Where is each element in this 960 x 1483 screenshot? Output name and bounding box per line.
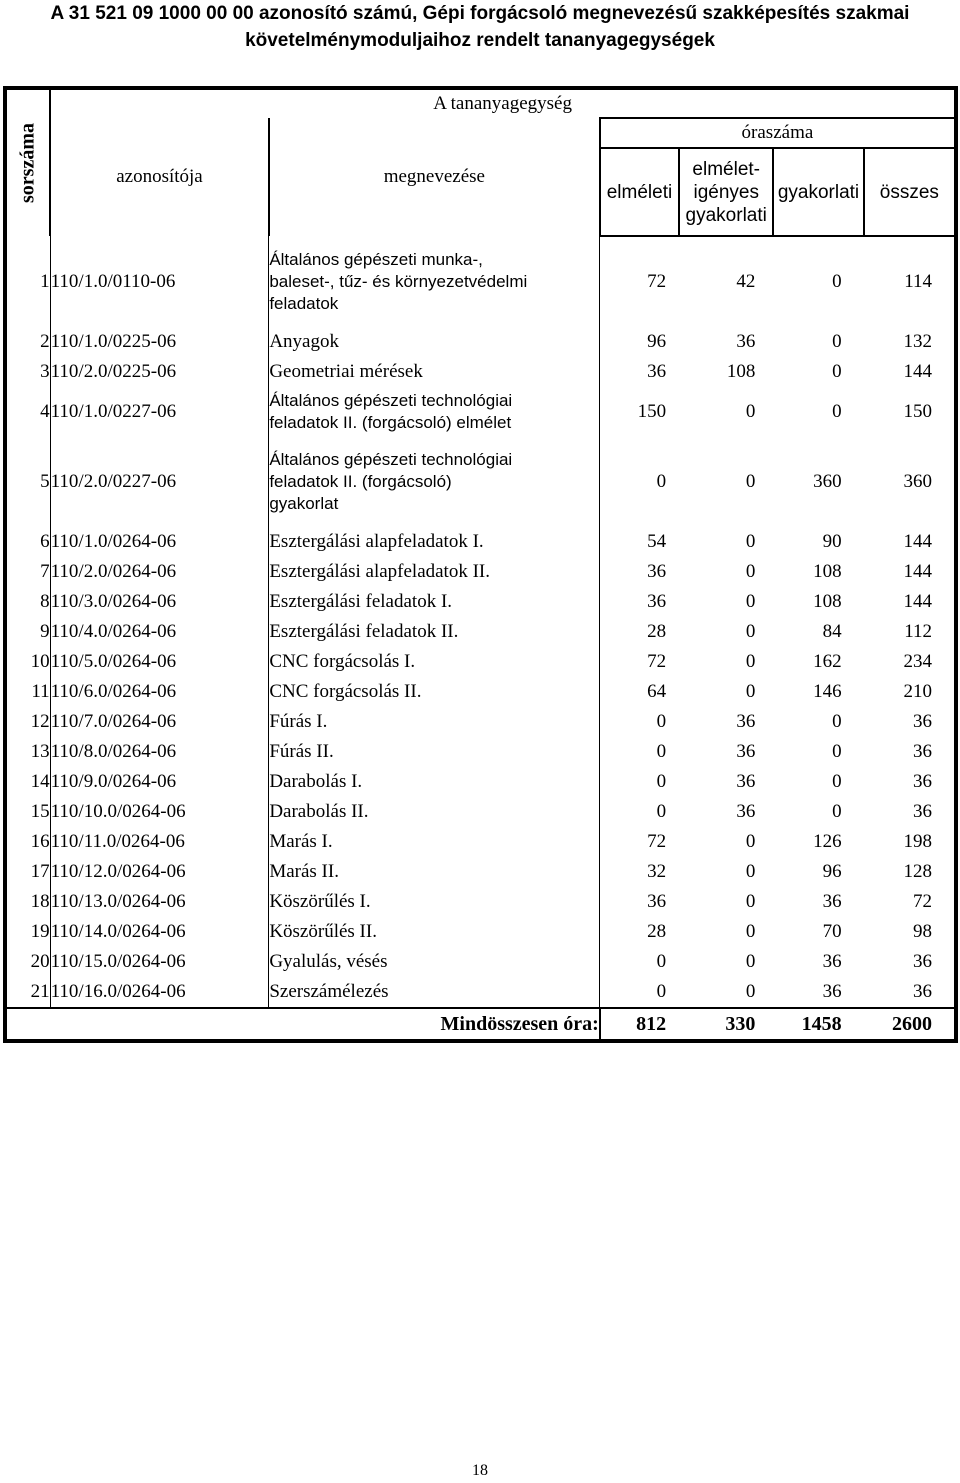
row-number: 7: [5, 557, 50, 587]
total-elmeletigenyes: 330: [679, 1008, 773, 1041]
table-row: [5, 617, 956, 647]
row-osszes: 210: [903, 681, 932, 702]
row-osszes: 128: [903, 861, 932, 882]
row-name: [269, 767, 600, 797]
row-name: [269, 437, 600, 527]
row-name-line: gyakorlat: [269, 494, 339, 513]
row-name: [269, 387, 600, 437]
row-gyakorlati: 36: [822, 891, 842, 912]
row-number: 18: [5, 887, 50, 917]
row-name-line: Geometriai mérések: [269, 361, 423, 382]
row-name-line: feladatok: [269, 293, 339, 313]
row-name-line: feladatok II. (forgácsoló): [269, 472, 452, 491]
table-row: [5, 557, 956, 587]
row-number: 3: [5, 357, 50, 387]
row-name: [269, 977, 600, 1008]
row-elmeletigenyes: 0: [745, 471, 756, 492]
row-elmeletigenyes: 0: [745, 531, 756, 552]
row-gyakorlati: 108: [813, 591, 842, 612]
table-row: [5, 707, 956, 737]
table-row: [5, 767, 956, 797]
header-megnevezese: megnevezése: [269, 118, 600, 236]
row-elmeleti: 0: [600, 767, 679, 797]
row-name: [269, 707, 600, 737]
row-elmeleti: 0: [600, 977, 679, 1008]
row-name-line: Darabolás II.: [269, 801, 369, 822]
row-elmeletigenyes: 0: [745, 621, 756, 642]
row-elmeleti: 36: [600, 357, 679, 387]
row-number: 14: [5, 767, 50, 797]
row-name-line: Esztergálási feladatok II.: [269, 621, 459, 642]
row-code: 110/4.0/0264-06: [50, 621, 177, 642]
row-name-line: Általános gépészeti technológiai: [269, 391, 513, 410]
row-code: 110/6.0/0264-06: [50, 681, 177, 702]
row-number: 9: [5, 617, 50, 647]
row-elmeleti: 64: [600, 677, 679, 707]
row-elmeletigenyes: 36: [736, 801, 756, 822]
row-osszes: 132: [903, 331, 932, 352]
row-name: [269, 557, 600, 587]
title-line-1: A 31 521 09 1000 00 00 azonosító számú, Gépi forgácsoló megnevezésű szakképesítés szakmai: [50, 3, 910, 24]
row-number: 11: [5, 677, 50, 707]
table-row: [5, 647, 956, 677]
row-name-line: Esztergálási alapfeladatok I.: [269, 531, 484, 552]
row-osszes: 98: [913, 921, 932, 942]
row-code: 110/2.0/0225-06: [50, 361, 177, 382]
row-gyakorlati: 70: [822, 921, 842, 942]
row-osszes: 114: [904, 271, 932, 292]
row-name-line: Általános gépészeti munka-,: [269, 249, 483, 269]
table-row: [5, 527, 956, 557]
row-gyakorlati: 36: [822, 981, 842, 1002]
row-gyakorlati: 84: [822, 621, 842, 642]
row-osszes: 72: [913, 891, 932, 912]
row-elmeletigenyes: 36: [736, 771, 756, 792]
row-elmeleti: 28: [600, 617, 679, 647]
row-name: [269, 797, 600, 827]
row-name-line: Marás II.: [269, 861, 339, 882]
row-osszes: 36: [913, 951, 932, 972]
row-gyakorlati: 90: [822, 531, 842, 552]
row-name: [269, 617, 600, 647]
row-osszes: 36: [913, 741, 932, 762]
row-gyakorlati: 0: [832, 711, 842, 732]
row-name: [269, 857, 600, 887]
row-number: 5: [5, 437, 50, 527]
row-name: [269, 827, 600, 857]
title-line-2: követelménymoduljaihoz rendelt tananyagegységek: [245, 30, 715, 51]
row-elmeletigenyes: 0: [745, 951, 756, 972]
row-number: 2: [5, 327, 50, 357]
row-osszes: 198: [903, 831, 932, 852]
row-name-line: Szerszámélezés: [269, 981, 389, 1002]
row-code: 110/12.0/0264-06: [50, 861, 186, 882]
row-gyakorlati: 0: [832, 771, 842, 792]
row-elmeletigenyes: 0: [745, 891, 756, 912]
row-number: 4: [5, 387, 50, 437]
row-name: [269, 527, 600, 557]
row-gyakorlati: 36: [822, 951, 842, 972]
row-elmeletigenyes: 0: [745, 831, 756, 852]
row-elmeletigenyes: 0: [745, 861, 756, 882]
table-row: [5, 357, 956, 387]
row-osszes: 144: [903, 561, 932, 582]
row-gyakorlati: 146: [813, 681, 842, 702]
row-code: 110/9.0/0264-06: [50, 771, 177, 792]
table-row: [5, 327, 956, 357]
row-elmeletigenyes: 0: [745, 921, 756, 942]
row-name-line: Anyagok: [269, 331, 339, 352]
header-gyakorlati: gyakorlati: [773, 148, 863, 236]
row-code: 110/13.0/0264-06: [50, 891, 186, 912]
row-gyakorlati: 0: [832, 361, 842, 382]
row-name: [269, 647, 600, 677]
row-osszes: 144: [903, 361, 932, 382]
header-sorszama-text: sorszáma: [16, 123, 39, 203]
row-name: [269, 236, 600, 327]
row-elmeleti: 36: [600, 557, 679, 587]
row-number: 15: [5, 797, 50, 827]
row-code: 110/5.0/0264-06: [50, 651, 177, 672]
row-name-line: CNC forgácsolás I.: [269, 651, 416, 672]
row-gyakorlati: 0: [832, 401, 842, 422]
page-number: 18: [472, 1462, 488, 1479]
row-elmeleti: 72: [600, 647, 679, 677]
row-name: [269, 917, 600, 947]
row-osszes: 150: [903, 401, 932, 422]
total-label: Mindösszesen óra:: [5, 1008, 600, 1041]
row-code: 110/1.0/0110-06: [50, 270, 176, 292]
row-code: 110/1.0/0225-06: [50, 331, 177, 352]
row-osszes: 36: [913, 711, 932, 732]
row-elmeleti: 0: [600, 437, 679, 527]
table-row: [5, 917, 956, 947]
row-elmeletigenyes: 108: [726, 361, 756, 382]
row-elmeleti: 0: [600, 737, 679, 767]
row-osszes: 36: [913, 771, 932, 792]
row-elmeletigenyes: 42: [736, 271, 756, 292]
row-code: 110/1.0/0264-06: [50, 531, 177, 552]
row-number: 8: [5, 587, 50, 617]
table-row: [5, 236, 956, 327]
row-gyakorlati: 96: [822, 861, 842, 882]
table-row: [5, 387, 956, 437]
row-gyakorlati: 0: [832, 271, 842, 292]
row-osszes: 36: [913, 801, 932, 822]
row-elmeletigenyes: 0: [745, 561, 756, 582]
header-elmeletigenyes-line2: igényes: [693, 181, 759, 203]
row-elmeleti: 72: [600, 827, 679, 857]
table-row: [5, 737, 956, 767]
row-name: [269, 677, 600, 707]
row-number: 13: [5, 737, 50, 767]
row-name-line: Köszörűlés I.: [269, 891, 371, 912]
row-osszes: 144: [903, 591, 932, 612]
row-elmeleti: 96: [600, 327, 679, 357]
header-oraszama: óraszáma: [600, 118, 956, 148]
row-elmeletigenyes: 0: [745, 591, 756, 612]
row-name: [269, 887, 600, 917]
table-row: [5, 587, 956, 617]
row-osszes: 234: [903, 651, 932, 672]
curriculum-table: [3, 86, 958, 1043]
row-elmeletigenyes: 0: [745, 651, 756, 672]
row-elmeleti: 0: [600, 947, 679, 977]
table-row: [5, 947, 956, 977]
row-number: 10: [5, 647, 50, 677]
row-elmeleti: 0: [600, 797, 679, 827]
header-azonositoja: azonosítója: [50, 118, 269, 236]
table-row: [5, 977, 956, 1008]
header-elmeletigenyes: [679, 148, 773, 236]
row-elmeleti: 150: [600, 387, 679, 437]
header-elmeletigenyes-line1: elmélet-: [692, 158, 760, 180]
row-gyakorlati: 162: [813, 651, 842, 672]
table-row: [5, 857, 956, 887]
row-code: 110/3.0/0264-06: [50, 591, 177, 612]
row-number: 19: [5, 917, 50, 947]
row-elmeletigenyes: 36: [736, 741, 756, 762]
row-name-line: Esztergálási alapfeladatok II.: [269, 561, 490, 582]
row-name-line: baleset-, tűz- és környezetvédelmi: [269, 271, 528, 291]
row-number: 1: [5, 236, 50, 327]
row-name-line: CNC forgácsolás II.: [269, 681, 422, 702]
row-name-line: feladatok II. (forgácsoló) elmélet: [269, 413, 512, 432]
table-row: [5, 827, 956, 857]
row-name: [269, 737, 600, 767]
row-gyakorlati: 0: [832, 801, 842, 822]
row-elmeleti: 72: [600, 236, 679, 327]
row-code: 110/8.0/0264-06: [50, 741, 177, 762]
row-number: 12: [5, 707, 50, 737]
header-osszes: összes: [864, 148, 956, 236]
row-number: 17: [5, 857, 50, 887]
row-elmeleti: 54: [600, 527, 679, 557]
table-body: [5, 236, 956, 1008]
total-elmeleti: 812: [600, 1008, 679, 1041]
row-osszes: 36: [913, 981, 932, 1002]
row-gyakorlati: 0: [832, 331, 842, 352]
row-elmeletigenyes: 36: [736, 711, 756, 732]
row-code: 110/14.0/0264-06: [50, 921, 186, 942]
row-number: 6: [5, 527, 50, 557]
row-osszes: 144: [903, 531, 932, 552]
row-name-line: Fúrás II.: [269, 741, 334, 762]
row-code: 110/16.0/0264-06: [50, 981, 186, 1002]
row-number: 16: [5, 827, 50, 857]
header-sorszama: [5, 88, 50, 236]
row-name-line: Darabolás I.: [269, 771, 363, 792]
row-name-line: Köszörűlés II.: [269, 921, 377, 942]
table-row: [5, 797, 956, 827]
row-gyakorlati: 0: [832, 741, 842, 762]
row-name-line: Marás I.: [269, 831, 333, 852]
row-gyakorlati: 360: [813, 471, 842, 492]
row-name-line: Fúrás I.: [269, 711, 328, 732]
row-osszes: 112: [904, 621, 932, 642]
header-tananyagegyseg: A tananyagegység: [433, 92, 572, 114]
row-osszes: 360: [903, 471, 932, 492]
row-elmeletigenyes: 0: [745, 681, 756, 702]
row-code: 110/7.0/0264-06: [50, 711, 177, 732]
row-code: 110/15.0/0264-06: [50, 951, 186, 972]
row-gyakorlati: 126: [813, 831, 842, 852]
total-row: [5, 1008, 956, 1041]
row-code: 110/2.0/0227-06: [50, 471, 177, 492]
row-name-line: Esztergálási feladatok I.: [269, 591, 453, 612]
row-elmeletigenyes: 36: [736, 331, 756, 352]
row-elmeleti: 36: [600, 887, 679, 917]
row-name: [269, 357, 600, 387]
row-number: 20: [5, 947, 50, 977]
row-gyakorlati: 108: [813, 561, 842, 582]
row-name: [269, 587, 600, 617]
row-name: [269, 327, 600, 357]
row-elmeletigenyes: 0: [745, 981, 756, 1002]
row-code: 110/1.0/0227-06: [50, 401, 177, 422]
table-row: [5, 677, 956, 707]
row-elmeleti: 32: [600, 857, 679, 887]
row-code: 110/2.0/0264-06: [50, 561, 177, 582]
row-code: 110/11.0/0264-06: [50, 831, 185, 852]
table-row: [5, 437, 956, 527]
row-code: 110/10.0/0264-06: [50, 801, 186, 822]
total-gyakorlati: 1458: [773, 1008, 863, 1041]
row-name: [269, 947, 600, 977]
row-name-line: Gyalulás, vésés: [269, 951, 388, 972]
row-elmeleti: 28: [600, 917, 679, 947]
header-elmeleti: elméleti: [600, 148, 679, 236]
total-osszes: 2600: [864, 1008, 956, 1041]
header-elmeletigenyes-line3: gyakorlati: [685, 204, 767, 226]
row-number: 21: [5, 977, 50, 1008]
table-row: [5, 887, 956, 917]
row-name-line: Általános gépészeti technológiai: [269, 450, 513, 469]
row-elmeleti: 0: [600, 707, 679, 737]
row-elmeletigenyes: 0: [745, 401, 756, 422]
row-elmeleti: 36: [600, 587, 679, 617]
